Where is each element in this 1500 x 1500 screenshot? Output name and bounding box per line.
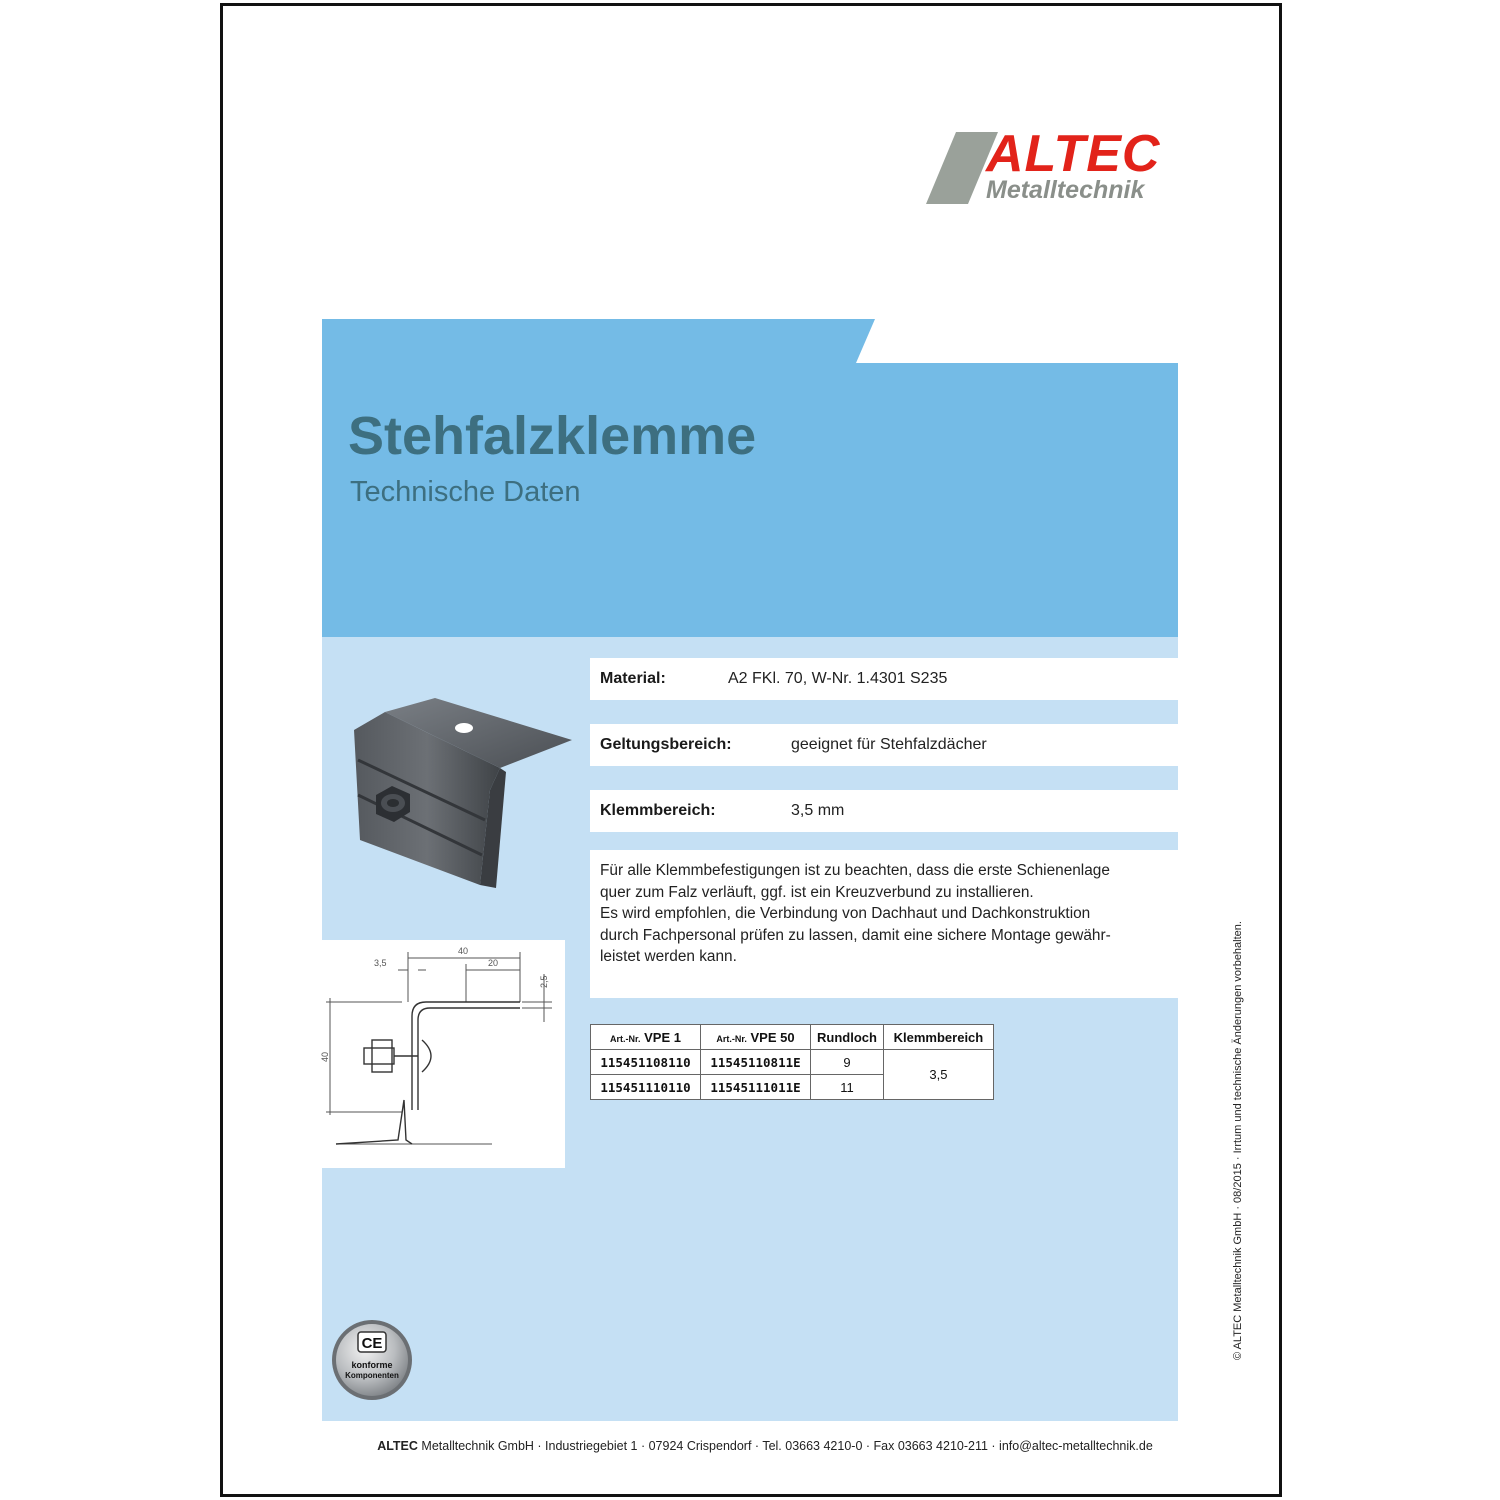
logo-brand-text: ALTEC [986,125,1161,183]
ce-badge [330,1318,414,1402]
spec-row-klemmbereich [590,790,1178,832]
altec-logo [926,125,1178,206]
note-line: Für alle Klemmbefestigungen ist zu beachten, dass die erste Schienenlage [600,862,1110,879]
article-table [590,1024,994,1100]
installation-note [590,850,1178,998]
dim-label-20: 20 [488,958,499,968]
table-row [591,1050,994,1075]
spec-label: Geltungsbereich: [600,736,732,753]
spec-value: 3,5 mm [791,802,845,819]
cell-rundloch: 11 [811,1075,884,1100]
cell-vpe50: 11545111011E [701,1075,811,1100]
note-line: Es wird empfohlen, die Verbindung von Dachhaut und Dachkonstruktion [600,905,1091,922]
table-header-row [591,1025,994,1050]
cell-vpe1: 115451110110 [591,1075,701,1100]
note-line: leistet werden kann. [600,948,737,965]
cell-klemmbereich: 3,5 [883,1050,993,1100]
cell-rundloch: 9 [811,1050,884,1075]
footer [0,1439,1500,1453]
logo-subtext: Metalltechnik [986,176,1145,204]
spec-label: Klemmbereich: [600,802,716,819]
page-subtitle: Technische Daten [350,476,581,508]
dim-label-40-top: 40 [458,946,469,956]
header-klemmbereich: Klemmbereich [883,1025,993,1050]
cell-vpe1: 115451108110 [591,1050,701,1075]
dim-label-2-5: 2,5 [539,975,549,988]
spec-value: A2 FKl. 70, W-Nr. 1.4301 S235 [728,670,948,687]
footer-company: ALTEC [377,1439,418,1453]
ce-mark: CE [361,1335,383,1352]
footer-contact: Metalltechnik GmbH · Industriegebiet 1 · 07924 Crispendorf · Tel. 03663 4210-0 · Fax 03663 4210-211 · info@altec-metalltechnik.de [417,1439,1153,1453]
header-vpe50: Art.-Nr. VPE 50 [701,1025,811,1050]
spec-row-material [590,658,1178,700]
ce-line2: Komponenten [345,1371,399,1380]
dim-label-3-5: 3,5 [374,958,387,968]
note-line: quer zum Falz verläuft, ggf. ist ein Kreuzverbund zu installieren. [600,883,1034,901]
cell-vpe50: 11545110811E [701,1050,811,1075]
technical-drawing [322,940,565,1168]
note-line: durch Fachpersonal prüfen zu lassen, damit eine sichere Montage gewähr- [600,926,1111,944]
copyright-notice: © ALTEC Metalltechnik GmbH · 08/2015 · Irrtum und technische Änderungen vorbehalten. [1232,921,1244,1360]
page-title: Stehfalzklemme [348,406,757,466]
dim-label-40-side: 40 [320,1051,330,1062]
ce-line1: konforme [351,1360,393,1370]
header-rundloch: Rundloch [811,1025,884,1050]
header-vpe1: Art.-Nr. VPE 1 [591,1025,701,1050]
dimension-drawing [322,940,565,1168]
product-photo [340,690,580,900]
spec-row-geltungsbereich [590,724,1178,766]
spec-label: Material: [600,670,666,687]
spec-value: geeignet für Stehfalzdächer [791,736,987,753]
